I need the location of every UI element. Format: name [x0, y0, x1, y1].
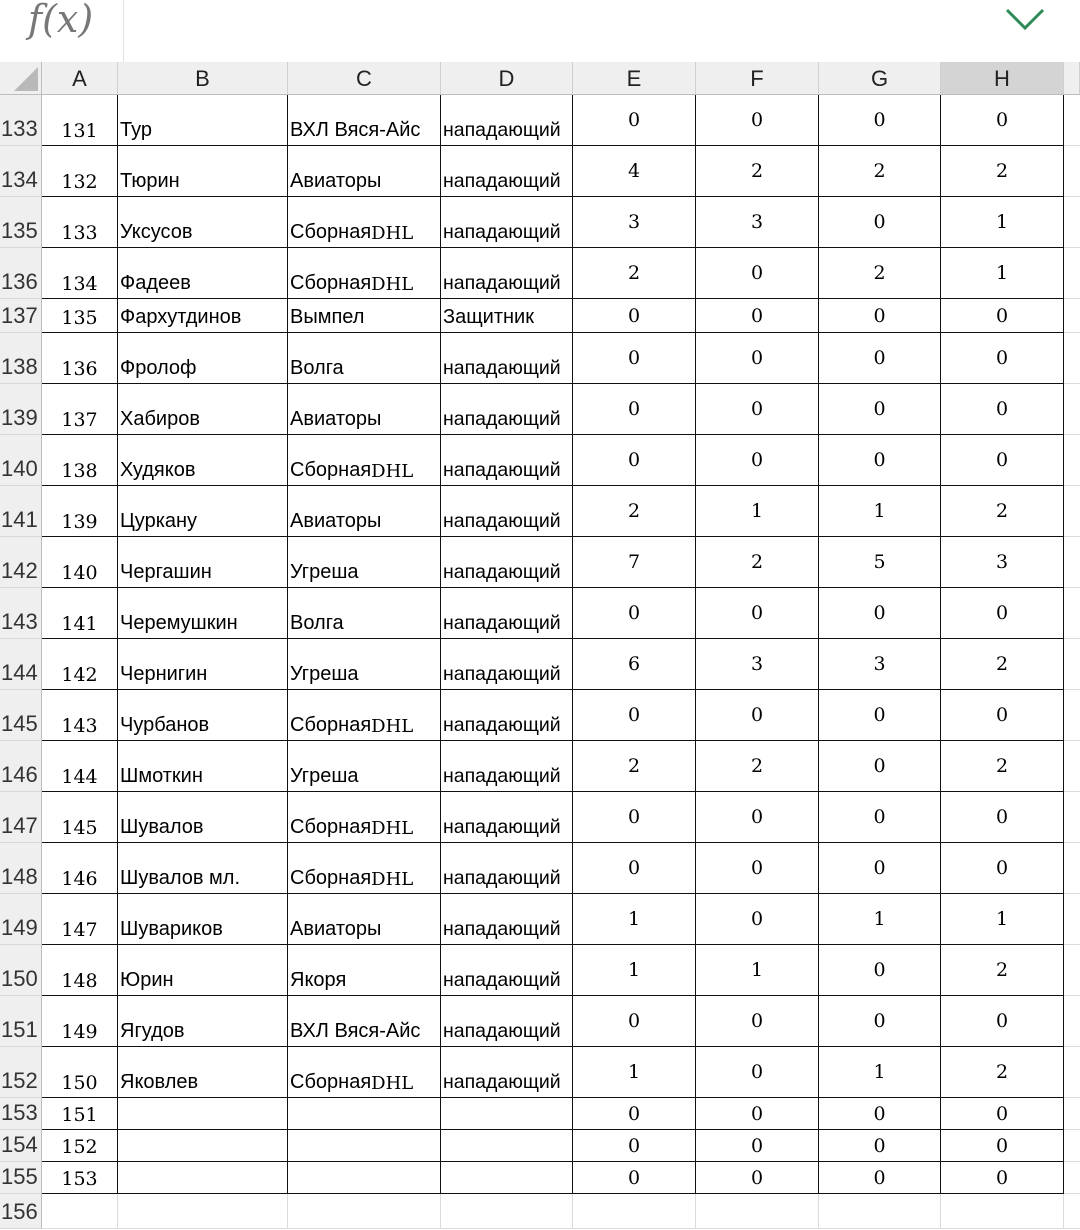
- cell-D[interactable]: нападающий: [441, 690, 573, 741]
- cell-H[interactable]: 1: [941, 248, 1064, 299]
- cell-H[interactable]: 0: [941, 843, 1064, 894]
- row-header[interactable]: 156: [0, 1194, 42, 1229]
- cell-filler: [1064, 996, 1080, 1047]
- cell-C[interactable]: [288, 1194, 441, 1229]
- cell-F[interactable]: 0: [696, 588, 819, 639]
- cell-A[interactable]: 138: [42, 435, 118, 486]
- cell-C[interactable]: ВХЛ Вяся-Айс: [288, 95, 441, 146]
- cell-B[interactable]: Фадеев: [118, 248, 288, 299]
- cell-E[interactable]: 2: [573, 486, 696, 537]
- cell-B[interactable]: [118, 1098, 288, 1130]
- cell-A[interactable]: 141: [42, 588, 118, 639]
- row-header[interactable]: 136: [0, 248, 42, 299]
- cell-filler: [1064, 741, 1080, 792]
- cell-A[interactable]: 147: [42, 894, 118, 945]
- cell-G[interactable]: 0: [819, 435, 941, 486]
- cell-A[interactable]: 139: [42, 486, 118, 537]
- cell-B[interactable]: [118, 1162, 288, 1194]
- cell-H[interactable]: 0: [941, 95, 1064, 146]
- cell-filler: [1064, 95, 1080, 146]
- row-header[interactable]: 138: [0, 333, 42, 384]
- cell-D[interactable]: [441, 1130, 573, 1162]
- cell-G[interactable]: [819, 1194, 941, 1229]
- cell-G[interactable]: 0: [819, 333, 941, 384]
- cell-F[interactable]: 0: [696, 435, 819, 486]
- cell-G[interactable]: 0: [819, 1162, 941, 1194]
- cell-filler: [1064, 639, 1080, 690]
- cell-H[interactable]: 2: [941, 945, 1064, 996]
- cell-E[interactable]: 0: [573, 690, 696, 741]
- cell-C[interactable]: Авиаторы: [288, 384, 441, 435]
- cell-D[interactable]: Защитник: [441, 299, 573, 333]
- cell-G[interactable]: 0: [819, 384, 941, 435]
- cell-D[interactable]: нападающий: [441, 248, 573, 299]
- cell-filler: [1064, 1047, 1080, 1098]
- cell-A[interactable]: [42, 1194, 118, 1229]
- cell-B[interactable]: Худяков: [118, 435, 288, 486]
- cell-F[interactable]: [696, 1194, 819, 1229]
- cell-F[interactable]: 0: [696, 843, 819, 894]
- cell-H[interactable]: [941, 1194, 1064, 1229]
- cell-H[interactable]: 0: [941, 299, 1064, 333]
- row-header[interactable]: 150: [0, 945, 42, 996]
- row-header[interactable]: 135: [0, 197, 42, 248]
- cell-G[interactable]: 2: [819, 248, 941, 299]
- cell-B[interactable]: Чернигин: [118, 639, 288, 690]
- row-header[interactable]: 137: [0, 299, 42, 333]
- select-all-corner[interactable]: [0, 62, 42, 95]
- row-header[interactable]: 146: [0, 741, 42, 792]
- cell-B[interactable]: Фролоф: [118, 333, 288, 384]
- cell-F[interactable]: 0: [696, 1130, 819, 1162]
- cell-A[interactable]: 149: [42, 996, 118, 1047]
- cell-E[interactable]: 0: [573, 1098, 696, 1130]
- cell-C[interactable]: Сборная DHL: [288, 197, 441, 248]
- cell-F[interactable]: 0: [696, 248, 819, 299]
- column-header-e[interactable]: E: [573, 62, 696, 95]
- cell-F[interactable]: 0: [696, 299, 819, 333]
- cell-B[interactable]: Хабиров: [118, 384, 288, 435]
- cell-D[interactable]: нападающий: [441, 843, 573, 894]
- cell-D[interactable]: [441, 1194, 573, 1229]
- cell-D[interactable]: нападающий: [441, 537, 573, 588]
- cell-C[interactable]: Волга: [288, 333, 441, 384]
- cell-B[interactable]: Черемушкин: [118, 588, 288, 639]
- column-header-f[interactable]: F: [696, 62, 819, 95]
- cell-filler: [1064, 537, 1080, 588]
- cell-D[interactable]: нападающий: [441, 1047, 573, 1098]
- cell-filler: [1064, 792, 1080, 843]
- function-icon[interactable]: [0, 0, 124, 62]
- cell-filler: [1064, 197, 1080, 248]
- cell-B[interactable]: Шувалов мл.: [118, 843, 288, 894]
- cell-D[interactable]: нападающий: [441, 894, 573, 945]
- cell-D[interactable]: нападающий: [441, 384, 573, 435]
- cell-D[interactable]: нападающий: [441, 741, 573, 792]
- cell-C[interactable]: Сборная DHL: [288, 1047, 441, 1098]
- column-header-filler: [1064, 62, 1080, 95]
- cell-G[interactable]: 3: [819, 639, 941, 690]
- cell-B[interactable]: Шувариков: [118, 894, 288, 945]
- cell-A[interactable]: 132: [42, 146, 118, 197]
- cell-E[interactable]: 0: [573, 1162, 696, 1194]
- cell-E[interactable]: 0: [573, 299, 696, 333]
- cell-E[interactable]: 2: [573, 248, 696, 299]
- cell-F[interactable]: 1: [696, 486, 819, 537]
- cell-H[interactable]: 0: [941, 588, 1064, 639]
- row-header[interactable]: 149: [0, 894, 42, 945]
- cell-C[interactable]: Сборная DHL: [288, 690, 441, 741]
- cell-filler: [1064, 486, 1080, 537]
- cell-A[interactable]: 144: [42, 741, 118, 792]
- cell-B[interactable]: Чурбанов: [118, 690, 288, 741]
- cell-filler: [1064, 435, 1080, 486]
- cell-C[interactable]: Сборная DHL: [288, 792, 441, 843]
- cell-G[interactable]: 0: [819, 95, 941, 146]
- cell-filler: [1064, 146, 1080, 197]
- cell-F[interactable]: 2: [696, 741, 819, 792]
- cell-C[interactable]: Якоря: [288, 945, 441, 996]
- cell-D[interactable]: [441, 1098, 573, 1130]
- cell-filler: [1064, 843, 1080, 894]
- cell-E[interactable]: 1: [573, 945, 696, 996]
- cell-F[interactable]: 2: [696, 146, 819, 197]
- cell-F[interactable]: 0: [696, 1047, 819, 1098]
- cell-G[interactable]: 0: [819, 792, 941, 843]
- cell-A[interactable]: 137: [42, 384, 118, 435]
- cell-B[interactable]: Фархутдинов: [118, 299, 288, 333]
- row-header[interactable]: 154: [0, 1130, 42, 1162]
- cell-C[interactable]: Сборная DHL: [288, 248, 441, 299]
- cell-E[interactable]: 0: [573, 384, 696, 435]
- row-header[interactable]: 142: [0, 537, 42, 588]
- row-header[interactable]: 144: [0, 639, 42, 690]
- cell-filler: [1064, 248, 1080, 299]
- cell-A[interactable]: 142: [42, 639, 118, 690]
- column-header-a[interactable]: A: [42, 62, 118, 95]
- cell-H[interactable]: 0: [941, 1098, 1064, 1130]
- cell-E[interactable]: 0: [573, 95, 696, 146]
- cell-B[interactable]: Тур: [118, 95, 288, 146]
- cell-G[interactable]: 0: [819, 299, 941, 333]
- row-header[interactable]: 152: [0, 1047, 42, 1098]
- cell-A[interactable]: 145: [42, 792, 118, 843]
- cell-D[interactable]: нападающий: [441, 146, 573, 197]
- cell-D[interactable]: нападающий: [441, 945, 573, 996]
- cell-F[interactable]: 0: [696, 894, 819, 945]
- cell-H[interactable]: 2: [941, 639, 1064, 690]
- cell-F[interactable]: 0: [696, 1162, 819, 1194]
- cell-D[interactable]: нападающий: [441, 197, 573, 248]
- cell-C[interactable]: Авиаторы: [288, 486, 441, 537]
- cell-H[interactable]: 0: [941, 792, 1064, 843]
- cell-B[interactable]: Тюрин: [118, 146, 288, 197]
- cell-G[interactable]: 0: [819, 996, 941, 1047]
- cell-F[interactable]: 0: [696, 384, 819, 435]
- cell-D[interactable]: нападающий: [441, 792, 573, 843]
- cell-E[interactable]: 2: [573, 741, 696, 792]
- cell-C[interactable]: ВХЛ Вяся-Айс: [288, 996, 441, 1047]
- cell-F[interactable]: 0: [696, 95, 819, 146]
- cell-G[interactable]: 0: [819, 588, 941, 639]
- cell-filler: [1064, 588, 1080, 639]
- cell-G[interactable]: 0: [819, 197, 941, 248]
- cell-E[interactable]: 3: [573, 197, 696, 248]
- column-header-g[interactable]: G: [819, 62, 941, 95]
- cell-G[interactable]: 2: [819, 146, 941, 197]
- row-header[interactable]: 151: [0, 996, 42, 1047]
- cell-B[interactable]: Ягудов: [118, 996, 288, 1047]
- row-header[interactable]: 139: [0, 384, 42, 435]
- row-header[interactable]: 148: [0, 843, 42, 894]
- cell-A[interactable]: 133: [42, 197, 118, 248]
- column-header-b[interactable]: B: [118, 62, 288, 95]
- cell-H[interactable]: 2: [941, 1047, 1064, 1098]
- cell-C[interactable]: Волга: [288, 588, 441, 639]
- column-header-h[interactable]: H: [941, 62, 1064, 95]
- cell-H[interactable]: 0: [941, 1130, 1064, 1162]
- cell-B[interactable]: Шмоткин: [118, 741, 288, 792]
- cell-E[interactable]: 7: [573, 537, 696, 588]
- cell-G[interactable]: 5: [819, 537, 941, 588]
- cell-C[interactable]: Угреша: [288, 639, 441, 690]
- cell-G[interactable]: 1: [819, 1047, 941, 1098]
- row-header[interactable]: 140: [0, 435, 42, 486]
- row-header[interactable]: 143: [0, 588, 42, 639]
- cell-C[interactable]: Угреша: [288, 537, 441, 588]
- cell-E[interactable]: 0: [573, 588, 696, 639]
- cell-F[interactable]: 0: [696, 333, 819, 384]
- cell-F[interactable]: 0: [696, 792, 819, 843]
- cell-E[interactable]: 0: [573, 435, 696, 486]
- cell-filler: [1064, 1194, 1080, 1229]
- cell-E[interactable]: 1: [573, 894, 696, 945]
- cell-filler: [1064, 894, 1080, 945]
- column-header-c[interactable]: C: [288, 62, 441, 95]
- cell-A[interactable]: 140: [42, 537, 118, 588]
- cell-H[interactable]: 0: [941, 384, 1064, 435]
- row-header[interactable]: 147: [0, 792, 42, 843]
- cell-A[interactable]: 136: [42, 333, 118, 384]
- cell-H[interactable]: 1: [941, 197, 1064, 248]
- cell-B[interactable]: Уксусов: [118, 197, 288, 248]
- cell-C[interactable]: [288, 1098, 441, 1130]
- cell-A[interactable]: 135: [42, 299, 118, 333]
- cell-D[interactable]: нападающий: [441, 588, 573, 639]
- cell-D[interactable]: нападающий: [441, 486, 573, 537]
- row-header[interactable]: 155: [0, 1162, 42, 1194]
- column-header-d[interactable]: D: [441, 62, 573, 95]
- cell-A[interactable]: 148: [42, 945, 118, 996]
- cell-G[interactable]: 0: [819, 843, 941, 894]
- cell-G[interactable]: 1: [819, 894, 941, 945]
- cell-E[interactable]: 0: [573, 843, 696, 894]
- cell-H[interactable]: 2: [941, 486, 1064, 537]
- cell-B[interactable]: Цуркану: [118, 486, 288, 537]
- cell-D[interactable]: нападающий: [441, 95, 573, 146]
- cell-F[interactable]: 0: [696, 996, 819, 1047]
- cell-H[interactable]: 0: [941, 333, 1064, 384]
- cell-A[interactable]: 151: [42, 1098, 118, 1130]
- cell-E[interactable]: 0: [573, 333, 696, 384]
- cell-B[interactable]: [118, 1130, 288, 1162]
- cell-filler: [1064, 333, 1080, 384]
- cell-D[interactable]: [441, 1162, 573, 1194]
- cell-C[interactable]: Сборная DHL: [288, 435, 441, 486]
- cell-D[interactable]: нападающий: [441, 639, 573, 690]
- cell-filler: [1064, 945, 1080, 996]
- cell-G[interactable]: 1: [819, 486, 941, 537]
- function-label: f(x): [28, 0, 94, 41]
- cell-B[interactable]: Шувалов: [118, 792, 288, 843]
- cell-filler: [1064, 1130, 1080, 1162]
- row-header[interactable]: 141: [0, 486, 42, 537]
- cell-C[interactable]: Авиаторы: [288, 894, 441, 945]
- cell-A[interactable]: 131: [42, 95, 118, 146]
- cell-E[interactable]: 6: [573, 639, 696, 690]
- cell-filler: [1064, 384, 1080, 435]
- cell-filler: [1064, 690, 1080, 741]
- cell-C[interactable]: [288, 1130, 441, 1162]
- cell-C[interactable]: Угреша: [288, 741, 441, 792]
- cell-D[interactable]: нападающий: [441, 996, 573, 1047]
- cell-B[interactable]: Юрин: [118, 945, 288, 996]
- cell-E[interactable]: [573, 1194, 696, 1229]
- cell-filler: [1064, 299, 1080, 333]
- cell-F[interactable]: 3: [696, 639, 819, 690]
- row-header[interactable]: 133: [0, 95, 42, 146]
- cell-G[interactable]: 0: [819, 1098, 941, 1130]
- cell-H[interactable]: 0: [941, 690, 1064, 741]
- cell-filler: [1064, 1098, 1080, 1130]
- cell-H[interactable]: 2: [941, 741, 1064, 792]
- cell-A[interactable]: 143: [42, 690, 118, 741]
- cell-D[interactable]: нападающий: [441, 435, 573, 486]
- cell-A[interactable]: 146: [42, 843, 118, 894]
- cell-H[interactable]: 0: [941, 1162, 1064, 1194]
- cell-G[interactable]: 0: [819, 741, 941, 792]
- cell-E[interactable]: 1: [573, 1047, 696, 1098]
- cell-H[interactable]: 3: [941, 537, 1064, 588]
- chevron-down-icon[interactable]: [1004, 4, 1046, 34]
- cell-H[interactable]: 0: [941, 435, 1064, 486]
- formula-bar: [0, 0, 1080, 63]
- cell-E[interactable]: 4: [573, 146, 696, 197]
- cell-F[interactable]: 3: [696, 197, 819, 248]
- cell-E[interactable]: 0: [573, 1130, 696, 1162]
- cell-F[interactable]: 0: [696, 690, 819, 741]
- cell-C[interactable]: Сборная DHL: [288, 843, 441, 894]
- cell-A[interactable]: 150: [42, 1047, 118, 1098]
- cell-E[interactable]: 0: [573, 792, 696, 843]
- cell-filler: [1064, 1162, 1080, 1194]
- cell-B[interactable]: [118, 1194, 288, 1229]
- cell-A[interactable]: 152: [42, 1130, 118, 1162]
- cell-D[interactable]: нападающий: [441, 333, 573, 384]
- cell-A[interactable]: 153: [42, 1162, 118, 1194]
- cell-B[interactable]: Яковлев: [118, 1047, 288, 1098]
- cell-C[interactable]: Авиаторы: [288, 146, 441, 197]
- cell-E[interactable]: 0: [573, 996, 696, 1047]
- cell-G[interactable]: 0: [819, 945, 941, 996]
- row-header[interactable]: 153: [0, 1098, 42, 1130]
- cell-F[interactable]: 0: [696, 1098, 819, 1130]
- cell-F[interactable]: 1: [696, 945, 819, 996]
- cell-G[interactable]: 0: [819, 690, 941, 741]
- row-header[interactable]: 145: [0, 690, 42, 741]
- cell-A[interactable]: 134: [42, 248, 118, 299]
- cell-H[interactable]: 0: [941, 996, 1064, 1047]
- cell-C[interactable]: [288, 1162, 441, 1194]
- cell-G[interactable]: 0: [819, 1130, 941, 1162]
- cell-F[interactable]: 2: [696, 537, 819, 588]
- cell-C[interactable]: Вымпел: [288, 299, 441, 333]
- cell-H[interactable]: 2: [941, 146, 1064, 197]
- cell-H[interactable]: 1: [941, 894, 1064, 945]
- row-header[interactable]: 134: [0, 146, 42, 197]
- cell-B[interactable]: Чергашин: [118, 537, 288, 588]
